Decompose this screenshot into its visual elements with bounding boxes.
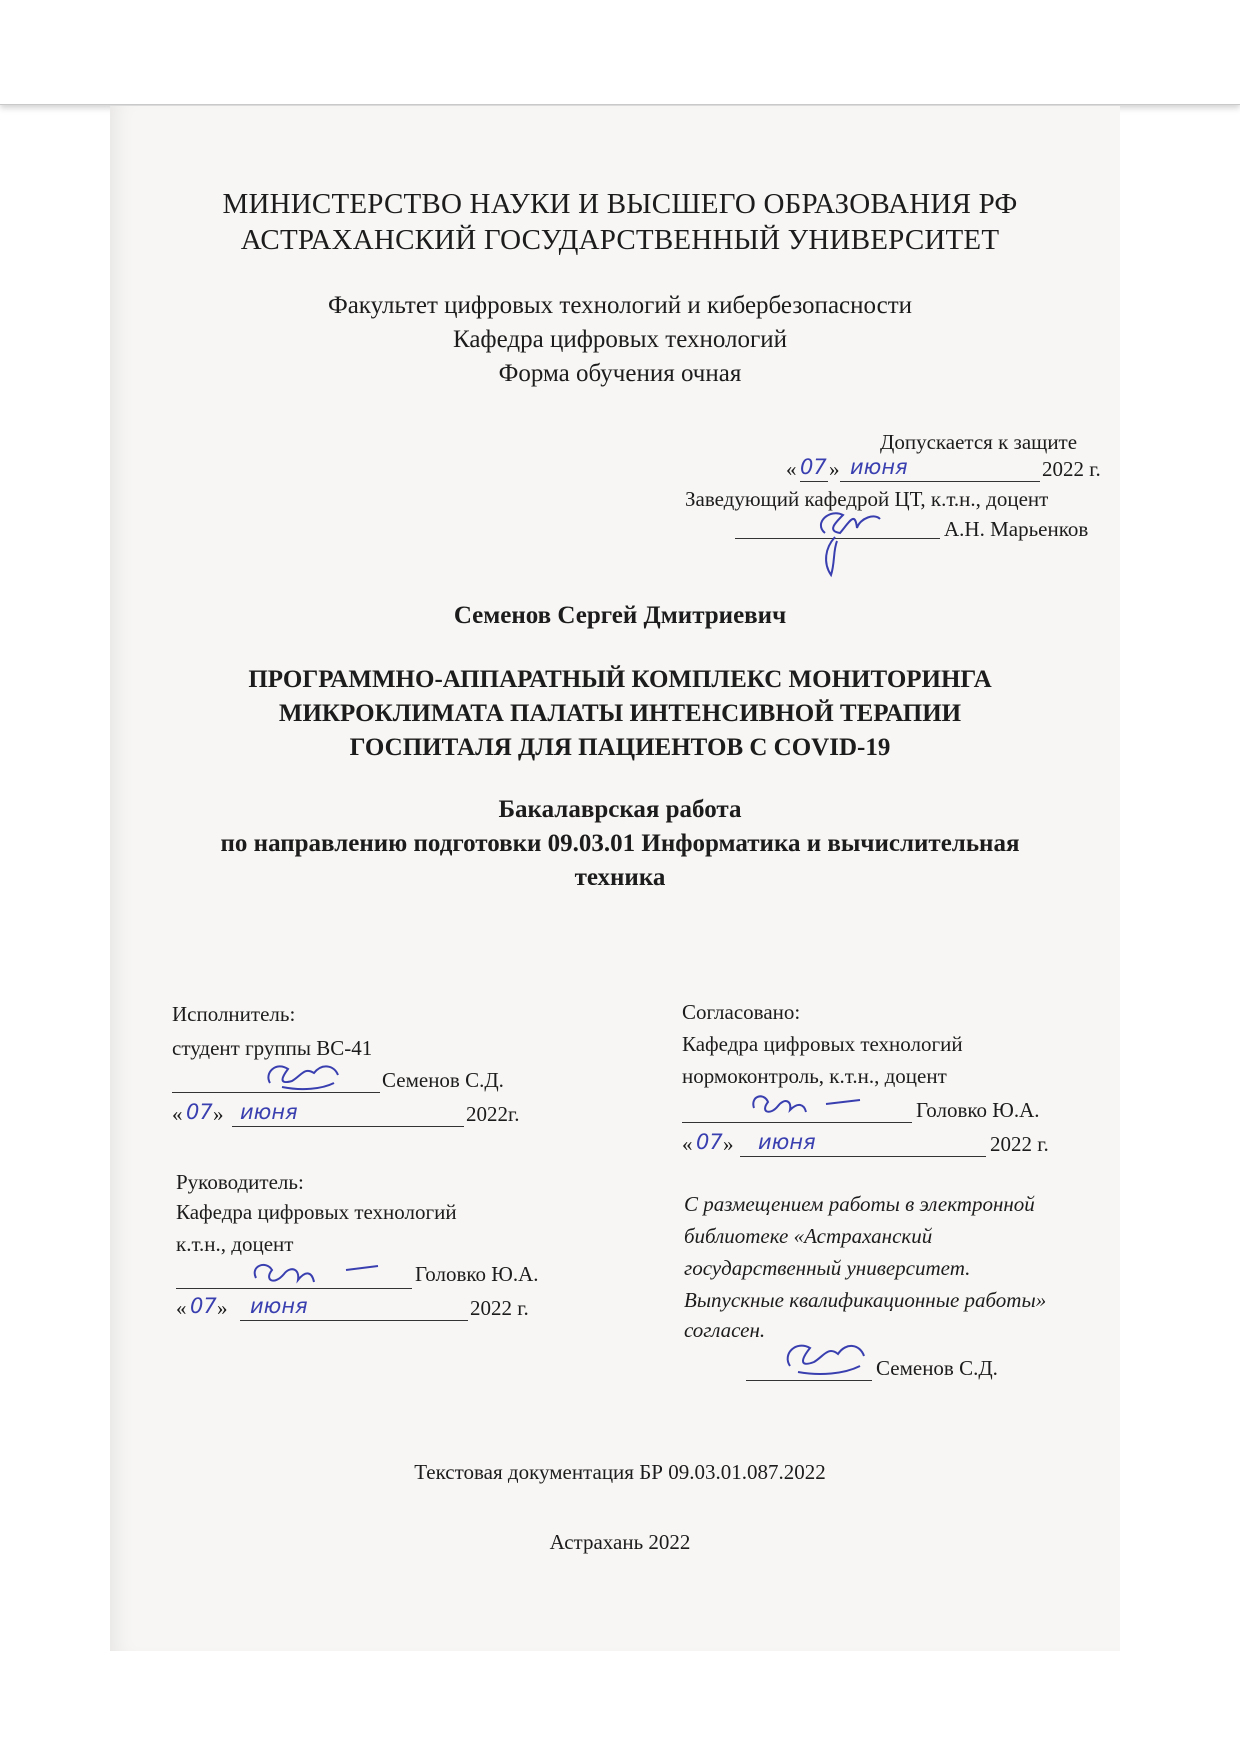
admission-date-open: «	[786, 457, 797, 481]
admission-year: 2022 г.	[1042, 457, 1101, 481]
consent-line-2: библиотеке «Астраханский	[684, 1224, 933, 1248]
consent-line-1: С размещением работы в электронной	[684, 1192, 1035, 1216]
supervisor-month: июня	[250, 1294, 308, 1318]
executor-month: июня	[240, 1100, 298, 1124]
ministry-line: МИНИСТЕРСТВО НАУКИ И ВЫСШЕГО ОБРАЗОВАНИЯ РФ	[222, 188, 1018, 220]
viewer-top-bar	[0, 0, 1240, 105]
title-line-2: МИКРОКЛИМАТА ПАЛАТЫ ИНТЕНСИВНОЙ ТЕРАПИИ	[278, 700, 962, 727]
executor-day: 07	[186, 1100, 213, 1124]
admission-head-name: А.Н. Марьенков	[944, 517, 1089, 541]
author-name: Семенов Сергей Дмитриевич	[453, 602, 787, 629]
executor-name: Семенов С.Д.	[382, 1068, 504, 1092]
agreed-department: Кафедра цифровых технологий	[682, 1032, 963, 1056]
agreed-name: Головко Ю.А.	[916, 1098, 1040, 1122]
consent-signature	[780, 1330, 870, 1380]
department-line: Кафедра цифровых технологий	[452, 326, 787, 353]
executor-role: студент группы ВС-41	[172, 1036, 373, 1060]
title-line-1: ПРОГРАММНО-АППАРАТНЫЙ КОМПЛЕКС МОНИТОРИНГА	[248, 666, 992, 693]
supervisor-name: Головко Ю.А.	[415, 1262, 539, 1286]
agreed-year: 2022 г.	[990, 1132, 1049, 1156]
admission-month: июня	[850, 455, 908, 479]
supervisor-signature	[250, 1256, 390, 1290]
faculty-line: Факультет цифровых технологий и кибербезопасности	[327, 292, 913, 319]
supervisor-department: Кафедра цифровых технологий	[176, 1200, 457, 1224]
study-form-line: Форма обучения очная	[498, 360, 742, 387]
admission-title: Допускается к защите	[880, 430, 1078, 454]
executor-title: Исполнитель:	[172, 1002, 296, 1026]
doc-code: Текстовая документация БР 09.03.01.087.2022	[414, 1460, 826, 1484]
admission-day: 07	[800, 455, 827, 479]
agreed-month: июня	[758, 1130, 816, 1154]
city-year: Астрахань 2022	[549, 1530, 691, 1554]
supervisor-title: Руководитель:	[176, 1170, 304, 1194]
consent-name: Семенов С.Д.	[876, 1356, 998, 1380]
university-line: АСТРАХАНСКИЙ ГОСУДАРСТВЕННЫЙ УНИВЕРСИТЕТ	[240, 224, 1000, 256]
supervisor-year: 2022 г.	[470, 1296, 529, 1320]
consent-line-5: согласен.	[684, 1318, 766, 1342]
consent-line-3: государственный университет.	[684, 1256, 971, 1280]
agreed-signature	[748, 1088, 878, 1122]
executor-year: 2022г.	[466, 1102, 520, 1126]
supervisor-position: к.т.н., доцент	[176, 1232, 294, 1256]
consent-line-4: Выпускные квалификационные работы»	[684, 1288, 1047, 1312]
direction-line-2: техника	[574, 864, 666, 891]
agreed-position: нормоконтроль, к.т.н., доцент	[682, 1064, 947, 1088]
admission-date-close: »	[829, 457, 840, 481]
direction-line-1: по направлению подготовки 09.03.01 Информатика и вычислительная	[220, 830, 1020, 857]
supervisor-day: 07	[190, 1294, 217, 1318]
title-line-3: ГОСПИТАЛЯ ДЛЯ ПАЦИЕНТОВ С COVID-19	[349, 734, 891, 761]
head-signature	[805, 493, 885, 578]
admission-position: Заведующий кафедрой ЦТ, к.т.н., доцент	[685, 487, 1049, 511]
work-type: Бакалаврская работа	[498, 796, 742, 823]
executor-signature	[262, 1055, 342, 1095]
agreed-day: 07	[696, 1130, 723, 1154]
agreed-title: Согласовано:	[682, 1000, 801, 1024]
